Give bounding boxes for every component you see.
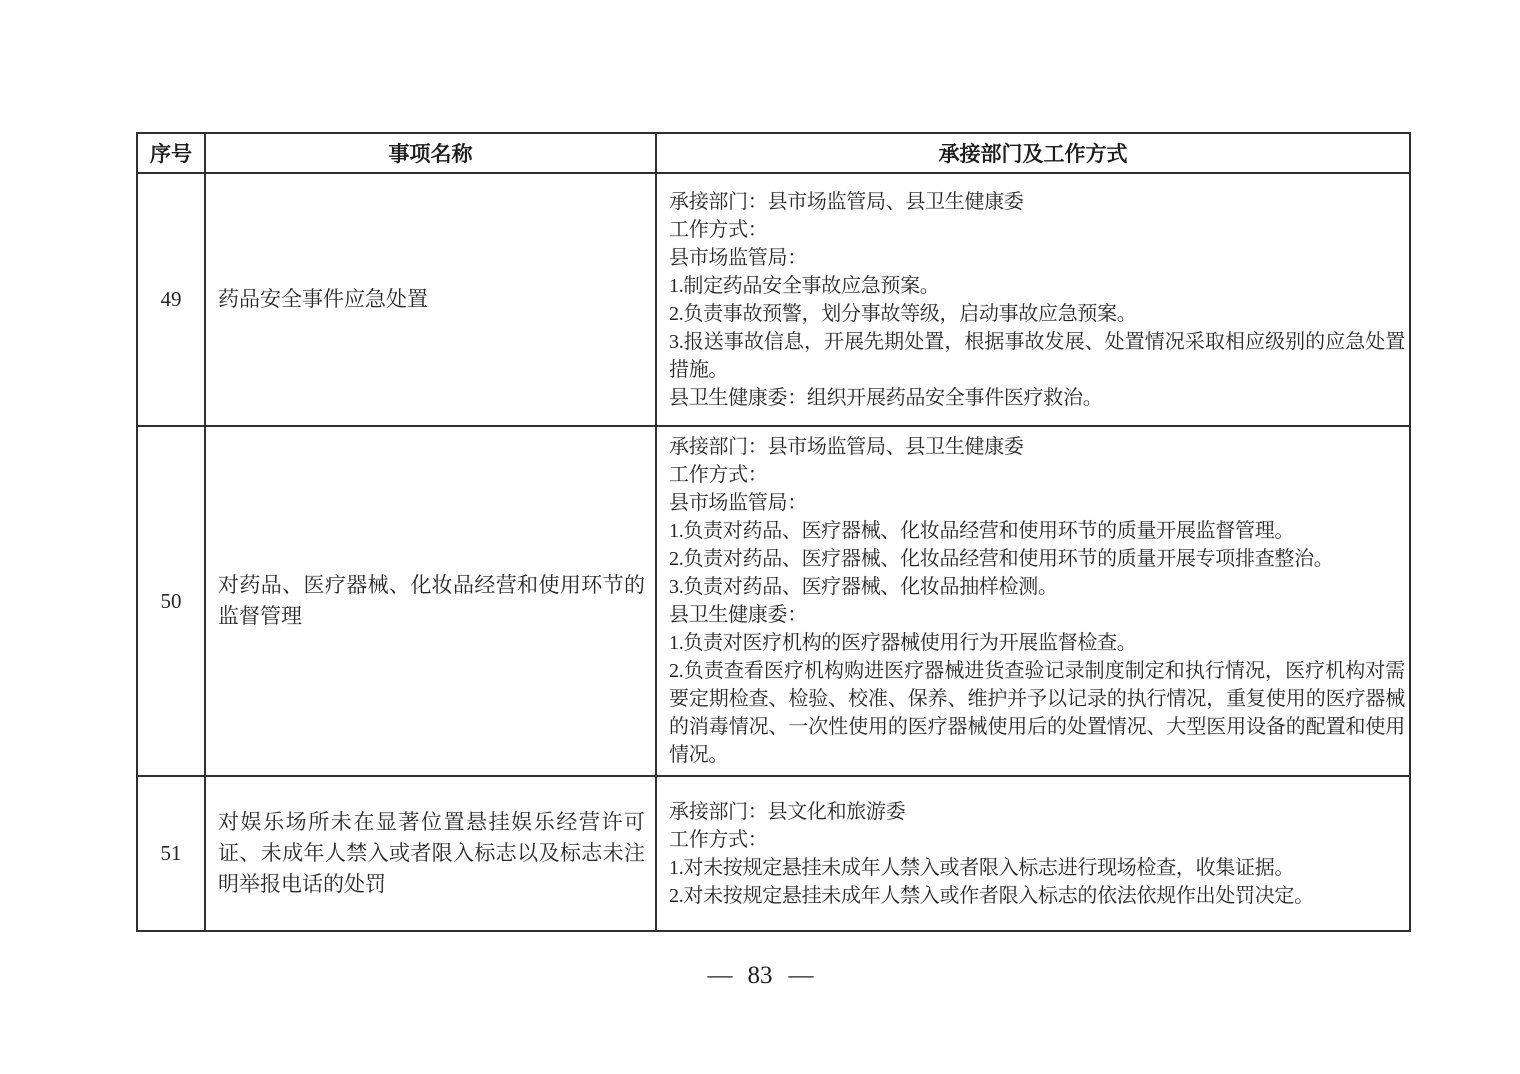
- detail-line: 2.负责事故预警，划分事故等级，启动事故应急预案。: [669, 302, 1137, 325]
- item-name: 对药品、医疗器械、化妆品经营和使用环节的监督管理: [218, 573, 645, 628]
- row-number: 50: [138, 427, 206, 777]
- detail-line: 县市场监管局：: [669, 246, 807, 269]
- detail-line: 县卫生健康委：组织开展药品安全事件医疗救治。: [669, 386, 1103, 409]
- footer-dash-left: —: [707, 962, 732, 989]
- table-header-row: [138, 134, 1409, 174]
- item-name-cell: [206, 427, 657, 777]
- detail-line: 1.对未按规定悬挂未成年人禁入或者限入标志进行现场检查，收集证据。: [669, 856, 1295, 879]
- detail-line: 3.报送事故信息，开展先期处置，根据事故发展、处置情况采取相应级别的应急处置措施。: [669, 330, 1405, 381]
- detail-line: 1.负责对医疗机构的医疗器械使用行为开展监督检查。: [669, 632, 1137, 654]
- table-row: [138, 174, 1409, 427]
- detail-line: 工作方式：: [669, 218, 768, 241]
- detail-line: 县市场监管局：: [669, 492, 807, 514]
- table-row: [138, 777, 1409, 930]
- dept-detail-cell: [657, 777, 1409, 930]
- item-name: 对娱乐场所未在显著位置悬挂娱乐经营许可证、未成年人禁入或者限入标志以及标志未注明举报电话的处罚: [218, 810, 645, 896]
- row-number: 49: [138, 174, 206, 427]
- detail-line: 1.制定药品安全事故应急预案。: [669, 274, 940, 297]
- page-footer: [0, 962, 1520, 990]
- detail-line: 工作方式：: [669, 828, 768, 851]
- item-name-cell: [206, 174, 657, 427]
- detail-line: 1.负责对药品、医疗器械、化妆品经营和使用环节的质量开展监督管理。: [669, 520, 1295, 542]
- detail-line: 承接部门：县文化和旅游委: [669, 800, 906, 823]
- dept-detail-cell: [657, 427, 1409, 777]
- item-name: 药品安全事件应急处置: [218, 287, 428, 311]
- detail-line: 2.对未按规定悬挂未成年人禁入或作者限入标志的依法依规作出处罚决定。: [669, 884, 1314, 907]
- detail-line: 2.负责对药品、医疗器械、化妆品经营和使用环节的质量开展专项排查整治。: [669, 548, 1334, 570]
- detail-line: 县卫生健康委：: [669, 604, 807, 626]
- detail-line: 3.负责对药品、医疗器械、化妆品抽样检测。: [669, 576, 1058, 598]
- header-cell-no: 序号: [138, 134, 206, 174]
- footer-dash-right: —: [788, 962, 813, 989]
- page-number: 83: [747, 962, 773, 989]
- matters-table: [136, 132, 1411, 932]
- item-name-cell: [206, 777, 657, 930]
- row-number: 51: [138, 777, 206, 930]
- detail-line: 2.负责查看医疗机构购进医疗器械进货查验记录制度制定和执行情况，医疗机构对需要定期检查、检验、校准、保养、维护并予以记录的执行情况，重复使用的医疗器械的消毒情况、一次性使用的医疗器械使用后的处置情况、大型医用设备的配置和使用情况。: [669, 660, 1405, 766]
- detail-line: 承接部门：县市场监管局、县卫生健康委: [669, 190, 1024, 213]
- header-cell-dept: 承接部门及工作方式: [657, 134, 1409, 174]
- dept-detail-cell: [657, 174, 1409, 427]
- detail-line: 承接部门：县市场监管局、县卫生健康委: [669, 436, 1024, 458]
- header-cell-name: 事项名称: [206, 134, 657, 174]
- table-row: [138, 427, 1409, 777]
- detail-line: 工作方式：: [669, 464, 768, 486]
